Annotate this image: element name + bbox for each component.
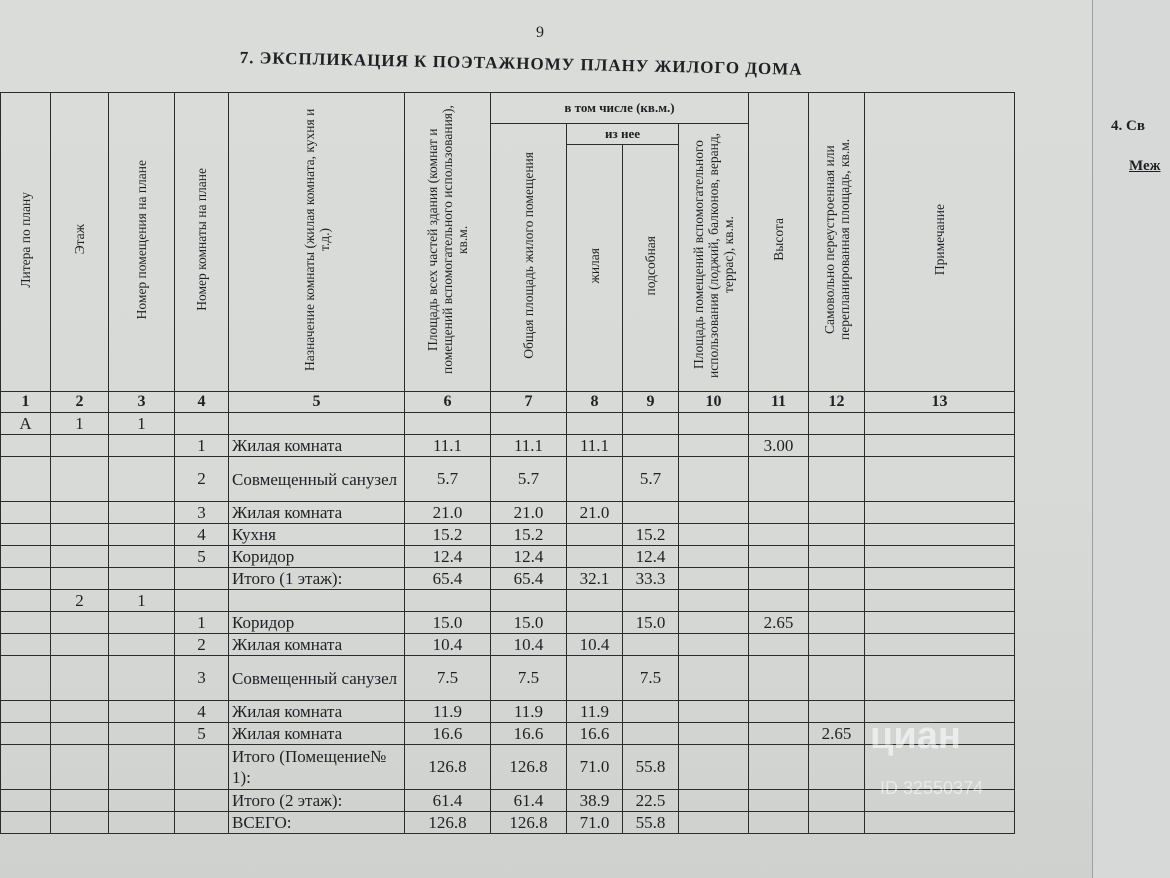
cell-c1: [1, 656, 51, 701]
header-room-number: Номер комнаты на плане: [175, 93, 229, 392]
cell-c7: 11.9: [491, 701, 567, 723]
cell-c4: [175, 745, 229, 790]
cell-c2: [51, 546, 109, 568]
header-liter: Литера по плану: [1, 93, 51, 392]
cell-c4: 2: [175, 457, 229, 502]
cell-c2: [51, 634, 109, 656]
cell-c12: [809, 435, 865, 457]
cell-c11: [749, 568, 809, 590]
header-total-area: Площадь всех частей здания (комнат и помещений вспомогательного использования), кв.м.: [405, 93, 491, 392]
cell-c9: [623, 634, 679, 656]
cell-c10: [679, 457, 749, 502]
cell-c7: 7.5: [491, 656, 567, 701]
cell-c9: [623, 590, 679, 612]
cell-c3: [109, 524, 175, 546]
col-number: 11: [749, 392, 809, 413]
cell-c8: 32.1: [567, 568, 623, 590]
header-room-purpose: Назначение комнаты (жилая комната, кухня и т.д.): [229, 93, 405, 392]
cell-c2: [51, 656, 109, 701]
header-utility: подсобная: [623, 145, 679, 392]
cell-c7: [491, 590, 567, 612]
header-living-premise-area: Общая площадь жилого помещения: [491, 124, 567, 392]
cell-c4: [175, 568, 229, 590]
cell-c13: [865, 656, 1015, 701]
col-number: 5: [229, 392, 405, 413]
cell-c6: 5.7: [405, 457, 491, 502]
cell-c3: [109, 745, 175, 790]
cell-c5: Совмещенный санузел: [229, 656, 405, 701]
col-number: 1: [1, 392, 51, 413]
cell-c4: 3: [175, 502, 229, 524]
cell-c4: [175, 812, 229, 834]
cell-c1: [1, 723, 51, 745]
cell-c2: [51, 524, 109, 546]
cell-c5: [229, 413, 405, 435]
table-row: [1, 568, 1015, 590]
cell-c6: 65.4: [405, 568, 491, 590]
cell-c1: [1, 590, 51, 612]
col-number: 13: [865, 392, 1015, 413]
cell-c2: 2: [51, 590, 109, 612]
header-floor: Этаж: [51, 93, 109, 392]
cell-c8: [567, 656, 623, 701]
cell-c8: [567, 590, 623, 612]
cell-c13: [865, 524, 1015, 546]
cell-c5: Итого (1 этаж):: [229, 568, 405, 590]
cell-c3: 1: [109, 590, 175, 612]
cell-c7: 65.4: [491, 568, 567, 590]
cell-c4: 4: [175, 524, 229, 546]
table-row: [1, 612, 1015, 634]
cell-c10: [679, 413, 749, 435]
cell-c11: [749, 457, 809, 502]
cell-c4: 5: [175, 546, 229, 568]
table-row: [1, 457, 1015, 502]
cell-c5: [229, 590, 405, 612]
cell-c6: 11.9: [405, 701, 491, 723]
cell-c4: 3: [175, 656, 229, 701]
cell-c1: [1, 634, 51, 656]
cell-c7: 12.4: [491, 546, 567, 568]
cell-c3: [109, 546, 175, 568]
cell-c13: [865, 435, 1015, 457]
cell-c4: 2: [175, 634, 229, 656]
cell-c12: [809, 790, 865, 812]
cell-c13: [865, 546, 1015, 568]
cell-c9: [623, 723, 679, 745]
cell-c6: 15.2: [405, 524, 491, 546]
cell-c5: Жилая комната: [229, 723, 405, 745]
cell-c4: [175, 590, 229, 612]
cell-c11: [749, 723, 809, 745]
cell-c9: 55.8: [623, 745, 679, 790]
cell-c7: 61.4: [491, 790, 567, 812]
cell-c8: [567, 612, 623, 634]
table-row: [1, 790, 1015, 812]
cell-c8: 10.4: [567, 634, 623, 656]
cell-c1: [1, 457, 51, 502]
cell-c11: [749, 502, 809, 524]
cell-c3: [109, 656, 175, 701]
cell-c7: 10.4: [491, 634, 567, 656]
cell-c13: [865, 568, 1015, 590]
cell-c9: 15.0: [623, 612, 679, 634]
cell-c11: [749, 546, 809, 568]
table-row: [1, 590, 1015, 612]
cell-c9: 33.3: [623, 568, 679, 590]
cell-c1: [1, 568, 51, 590]
cell-c9: [623, 701, 679, 723]
cell-c12: [809, 634, 865, 656]
cell-c10: [679, 745, 749, 790]
cell-c6: 61.4: [405, 790, 491, 812]
cell-c1: [1, 812, 51, 834]
cell-c12: [809, 524, 865, 546]
col-number: 2: [51, 392, 109, 413]
cell-c7: 16.6: [491, 723, 567, 745]
cell-c13: [865, 502, 1015, 524]
cell-c5: Жилая комната: [229, 502, 405, 524]
cell-c11: [749, 634, 809, 656]
cell-c2: [51, 790, 109, 812]
cell-c8: 11.9: [567, 701, 623, 723]
cell-c1: [1, 546, 51, 568]
cell-c9: 55.8: [623, 812, 679, 834]
cell-c3: [109, 457, 175, 502]
cell-c12: [809, 502, 865, 524]
cell-c4: 5: [175, 723, 229, 745]
cell-c9: 5.7: [623, 457, 679, 502]
cell-c7: 15.0: [491, 612, 567, 634]
cell-c11: [749, 590, 809, 612]
cell-c1: [1, 790, 51, 812]
cell-c10: [679, 812, 749, 834]
table-row: [1, 634, 1015, 656]
cell-c3: [109, 790, 175, 812]
cell-c11: [749, 524, 809, 546]
cell-c9: 12.4: [623, 546, 679, 568]
cell-c3: [109, 568, 175, 590]
col-number: 3: [109, 392, 175, 413]
cell-c10: [679, 701, 749, 723]
cell-c4: 4: [175, 701, 229, 723]
cell-c4: 1: [175, 435, 229, 457]
cell-c6: 12.4: [405, 546, 491, 568]
cell-c1: [1, 701, 51, 723]
cell-c3: [109, 612, 175, 634]
header-group: в том числе (кв.м.): [491, 93, 749, 124]
cell-c11: [749, 413, 809, 435]
table-row: [1, 502, 1015, 524]
cell-c6: [405, 590, 491, 612]
cell-c8: 38.9: [567, 790, 623, 812]
cell-c6: 16.6: [405, 723, 491, 745]
cell-c5: Жилая комната: [229, 701, 405, 723]
cell-c4: 1: [175, 612, 229, 634]
table-row: [1, 546, 1015, 568]
cell-c12: [809, 590, 865, 612]
col-number: 6: [405, 392, 491, 413]
cell-c2: [51, 435, 109, 457]
page-number: 9: [536, 24, 544, 41]
cell-c10: [679, 656, 749, 701]
cell-c1: А: [1, 413, 51, 435]
cell-c8: 16.6: [567, 723, 623, 745]
header-height: Высота: [749, 93, 809, 392]
cell-c8: [567, 546, 623, 568]
cell-c3: [109, 502, 175, 524]
table-row: [1, 701, 1015, 723]
cell-c8: [567, 457, 623, 502]
cell-c2: [51, 502, 109, 524]
cell-c13: [865, 612, 1015, 634]
cell-c11: [749, 656, 809, 701]
cell-c5: Итого (Помещение№ 1):: [229, 745, 405, 790]
cell-c10: [679, 568, 749, 590]
adjacent-heading: 4. Св: [1111, 118, 1145, 134]
cell-c2: [51, 812, 109, 834]
cell-c6: 126.8: [405, 745, 491, 790]
table-row: [1, 723, 1015, 745]
watermark-brand: циан: [870, 715, 961, 757]
header-subgroup: из нее: [567, 124, 679, 145]
cell-c12: [809, 413, 865, 435]
cell-c12: [809, 701, 865, 723]
cell-c12: [809, 745, 865, 790]
cell-c12: [809, 812, 865, 834]
cell-c9: [623, 413, 679, 435]
cell-c7: 5.7: [491, 457, 567, 502]
cell-c3: 1: [109, 413, 175, 435]
cell-c7: 126.8: [491, 812, 567, 834]
cell-c3: [109, 634, 175, 656]
table-row: [1, 656, 1015, 701]
cell-c6: 10.4: [405, 634, 491, 656]
cell-c8: 71.0: [567, 812, 623, 834]
cell-c3: [109, 723, 175, 745]
cell-c8: [567, 413, 623, 435]
cell-c5: ВСЕГО:: [229, 812, 405, 834]
cell-c2: 1: [51, 413, 109, 435]
cell-c8: 71.0: [567, 745, 623, 790]
cell-c5: Коридор: [229, 612, 405, 634]
cell-c10: [679, 435, 749, 457]
cell-c2: [51, 457, 109, 502]
cell-c3: [109, 812, 175, 834]
cell-c5: Жилая комната: [229, 634, 405, 656]
cell-c5: Коридор: [229, 546, 405, 568]
cell-c1: [1, 745, 51, 790]
cell-c10: [679, 612, 749, 634]
cell-c10: [679, 723, 749, 745]
explication-table: [0, 92, 1015, 834]
cell-c10: [679, 546, 749, 568]
cell-c13: [865, 812, 1015, 834]
cell-c13: [865, 457, 1015, 502]
cell-c12: [809, 457, 865, 502]
cell-c3: [109, 701, 175, 723]
cell-c10: [679, 524, 749, 546]
cell-c7: 126.8: [491, 745, 567, 790]
cell-c11: 3.00: [749, 435, 809, 457]
cell-c1: [1, 612, 51, 634]
cell-c6: [405, 413, 491, 435]
cell-c5: Кухня: [229, 524, 405, 546]
header-premise-number: Номер помещения на плане: [109, 93, 175, 392]
col-number: 9: [623, 392, 679, 413]
cell-c12: 2.65: [809, 723, 865, 745]
cell-c7: 15.2: [491, 524, 567, 546]
cell-c7: 21.0: [491, 502, 567, 524]
col-number: 7: [491, 392, 567, 413]
cell-c13: [865, 413, 1015, 435]
cell-c13: [865, 590, 1015, 612]
cell-c12: [809, 612, 865, 634]
cell-c10: [679, 634, 749, 656]
document-title: 7. ЭКСПЛИКАЦИЯ К ПОЭТАЖНОМУ ПЛАНУ ЖИЛОГО ДОМА: [239, 48, 803, 79]
cell-c11: [749, 745, 809, 790]
cell-c6: 126.8: [405, 812, 491, 834]
cell-c8: [567, 524, 623, 546]
table-row: [1, 524, 1015, 546]
cell-c1: [1, 502, 51, 524]
cell-c1: [1, 435, 51, 457]
cell-c1: [1, 524, 51, 546]
cell-c9: 7.5: [623, 656, 679, 701]
cell-c2: [51, 745, 109, 790]
watermark-id: ID 32550374: [880, 778, 984, 798]
cell-c10: [679, 502, 749, 524]
cell-c9: [623, 502, 679, 524]
cell-c7: 11.1: [491, 435, 567, 457]
cell-c6: 15.0: [405, 612, 491, 634]
cell-c7: [491, 413, 567, 435]
cell-c4: [175, 413, 229, 435]
col-number: 10: [679, 392, 749, 413]
col-number: 8: [567, 392, 623, 413]
cell-c3: [109, 435, 175, 457]
adjacent-page: [1092, 0, 1170, 878]
cell-c5: Совмещенный санузел: [229, 457, 405, 502]
cell-c5: Итого (2 этаж):: [229, 790, 405, 812]
cell-c9: 15.2: [623, 524, 679, 546]
header-unauthorized-area: Самовольно переустроенная или перепланированная площадь, кв.м.: [809, 93, 865, 392]
cell-c8: 11.1: [567, 435, 623, 457]
cell-c11: [749, 790, 809, 812]
col-number: 4: [175, 392, 229, 413]
cell-c10: [679, 590, 749, 612]
cell-c6: 21.0: [405, 502, 491, 524]
cell-c9: 22.5: [623, 790, 679, 812]
table-row: [1, 435, 1015, 457]
header-living: жилая: [567, 145, 623, 392]
cell-c9: [623, 435, 679, 457]
cell-c4: [175, 790, 229, 812]
cell-c2: [51, 612, 109, 634]
cell-c6: 11.1: [405, 435, 491, 457]
table-row: [1, 413, 1015, 435]
table-row: [1, 745, 1015, 790]
column-numbers-row: [1, 392, 1015, 413]
cell-c12: [809, 546, 865, 568]
table-row: [1, 812, 1015, 834]
cell-c10: [679, 790, 749, 812]
cell-c2: [51, 568, 109, 590]
adjacent-subheading: Меж: [1129, 158, 1161, 174]
cell-c2: [51, 701, 109, 723]
col-number: 12: [809, 392, 865, 413]
header-note: Примечание: [865, 93, 1015, 392]
cell-c11: [749, 812, 809, 834]
cell-c13: [865, 634, 1015, 656]
cell-c12: [809, 568, 865, 590]
cell-c2: [51, 723, 109, 745]
cell-c6: 7.5: [405, 656, 491, 701]
header-auxiliary-area: Площадь помещений вспомогательного использования (лоджий, балконов, веранд, террас), кв.м.: [679, 124, 749, 392]
cell-c5: Жилая комната: [229, 435, 405, 457]
cell-c12: [809, 656, 865, 701]
cell-c11: 2.65: [749, 612, 809, 634]
cell-c11: [749, 701, 809, 723]
cell-c8: 21.0: [567, 502, 623, 524]
